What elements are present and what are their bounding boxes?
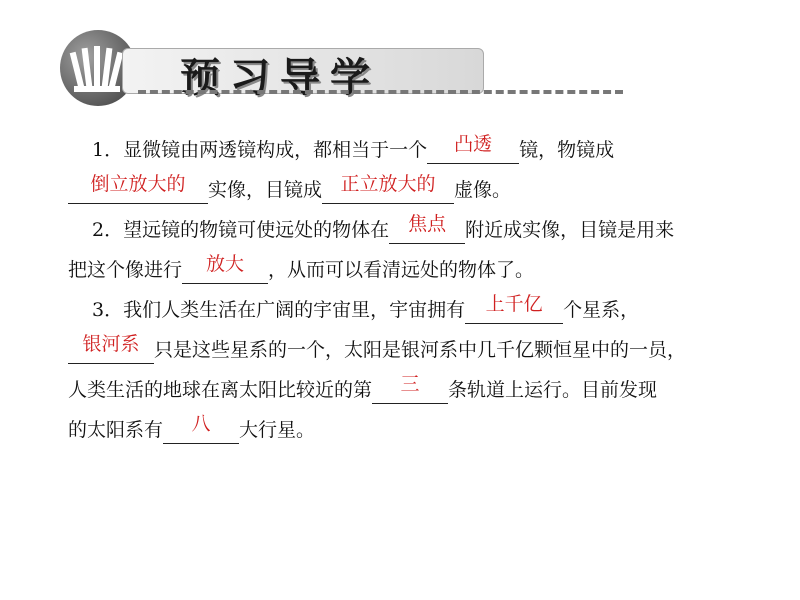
q1-blank-1[interactable]	[427, 133, 519, 164]
q1-blank-3[interactable]	[322, 173, 454, 204]
q1-answer-1: 凸透	[454, 133, 493, 155]
q3-text-2: 个星系，	[563, 299, 640, 321]
q3-answer-1: 上千亿	[485, 293, 543, 315]
q2-text-4: ，从而可以看清远处的物体了。	[268, 259, 535, 281]
q2-answer-1: 焦点	[408, 213, 447, 235]
q3-text-5: 条轨道上运行。目前发现	[448, 379, 658, 401]
q1-answer-3: 正立放大的	[340, 173, 436, 195]
q3-answer-4: 八	[191, 413, 211, 435]
q1-text-1: 1．显微镜由两透镜构成，都相当于一个	[92, 139, 428, 161]
q3-line-3	[68, 370, 783, 410]
header-divider	[138, 90, 623, 94]
q2-line-1	[68, 210, 783, 250]
q2-line-2	[68, 250, 783, 290]
q2-text-1: 2．望远镜的物镜可使远处的物体在	[92, 219, 390, 241]
q2-blank-1[interactable]	[389, 213, 465, 244]
q3-blank-3[interactable]	[372, 373, 448, 404]
q2-text-2: 附近成实像，目镜是用来	[465, 219, 675, 241]
q3-text-1: 3．我们人类生活在广阔的宇宙里，宇宙拥有	[92, 299, 466, 321]
q3-answer-2: 银河系	[82, 333, 140, 355]
q1-text-3: 实像，目镜成	[208, 179, 323, 201]
q3-line-2	[68, 330, 783, 370]
q2-answer-2: 放大	[206, 253, 245, 275]
q3-line-1	[68, 290, 783, 330]
q3-text-7: 大行星。	[239, 419, 316, 441]
exercise-content	[68, 130, 783, 450]
q3-blank-4[interactable]	[163, 413, 239, 444]
q3-text-4: 人类生活的地球在离太阳比较近的第	[68, 379, 373, 401]
q1-blank-2[interactable]	[68, 173, 208, 204]
q2-blank-2[interactable]	[182, 253, 268, 284]
q3-blank-2[interactable]	[68, 333, 154, 364]
q1-text-4: 虚像。	[454, 179, 512, 201]
q3-blank-1[interactable]	[465, 293, 563, 324]
section-header	[60, 20, 580, 110]
q1-answer-2: 倒立放大的	[90, 173, 186, 195]
q2-text-3: 把这个像进行	[68, 259, 183, 281]
q3-text-3: 只是这些星系的一个，太阳是银河系中几千亿颗恒星中的一员，	[154, 339, 687, 361]
q1-text-2: 镜，物镜成	[519, 139, 615, 161]
q3-answer-3: 三	[400, 373, 420, 395]
q3-line-4	[68, 410, 783, 450]
q3-text-6: 的太阳系有	[68, 419, 164, 441]
q1-line-1	[68, 130, 783, 170]
section-title: 预习导学	[180, 55, 380, 101]
q1-line-2	[68, 170, 783, 210]
